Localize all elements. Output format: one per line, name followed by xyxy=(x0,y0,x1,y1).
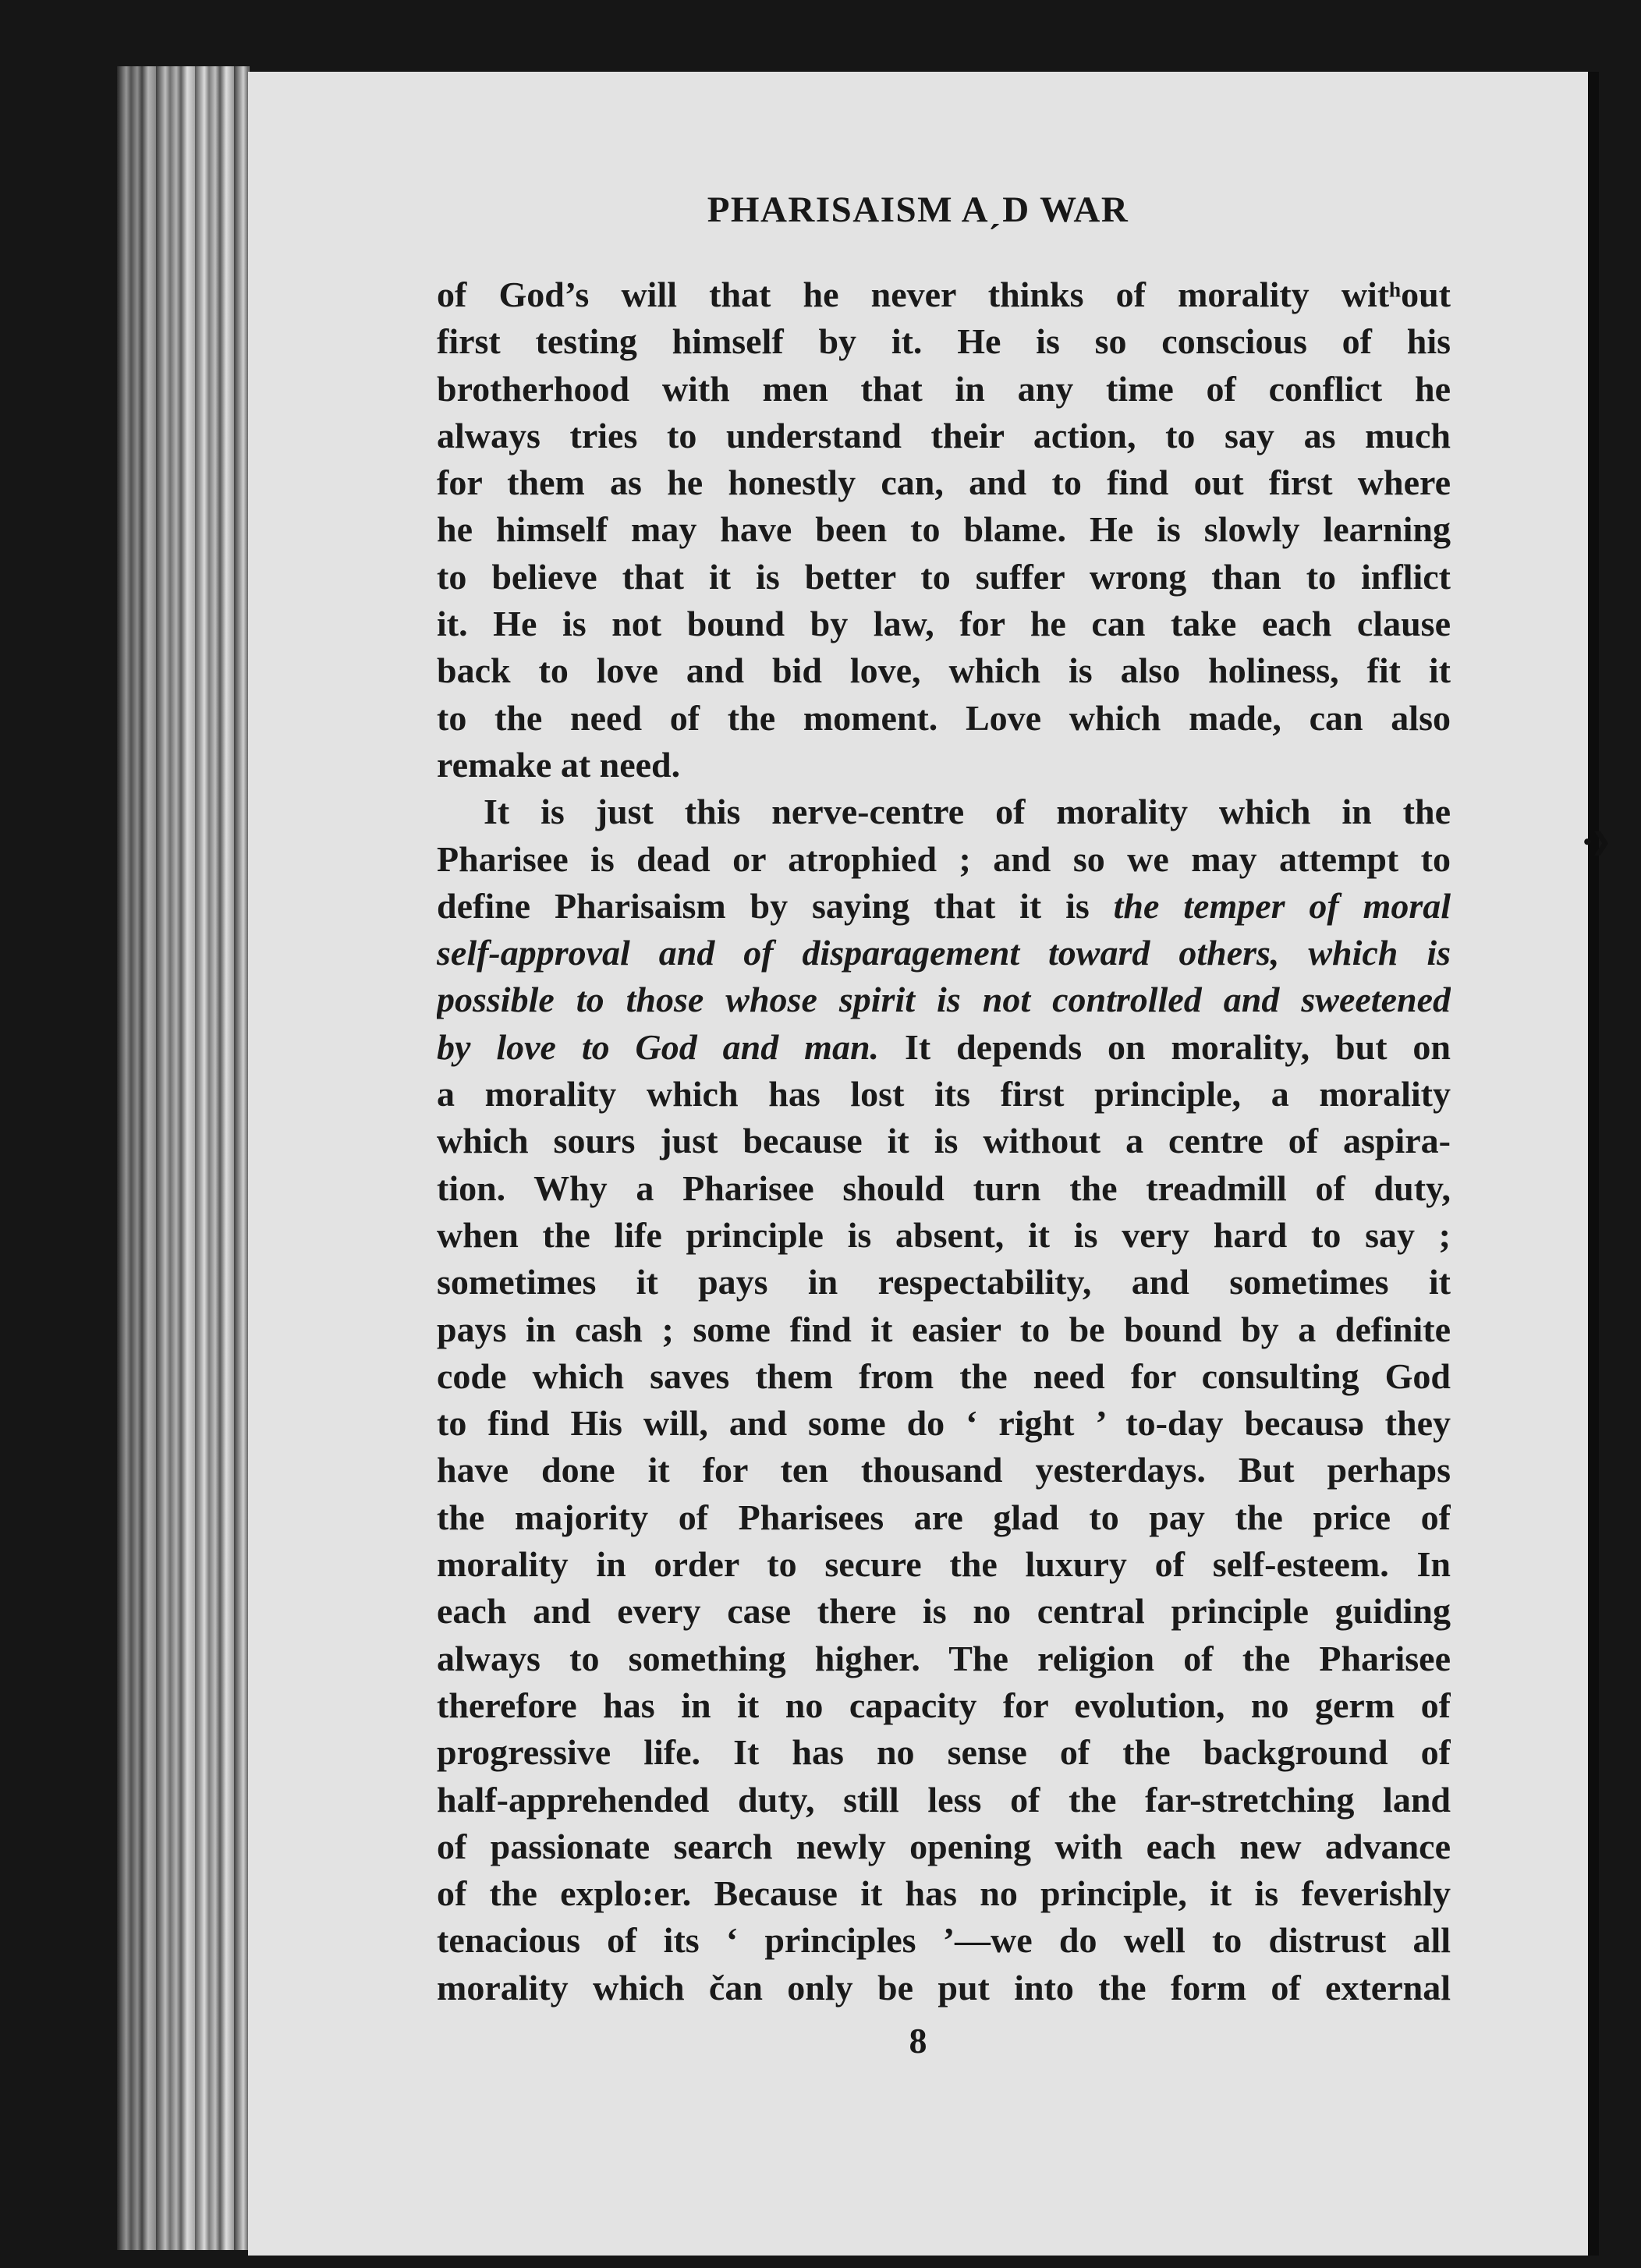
text-line: brotherhood with men that in any time of conflict he xyxy=(437,368,1451,409)
page-right-edge xyxy=(1588,72,1599,2256)
text-line: a morality which has lost its first principle, a morality xyxy=(437,1074,1451,1115)
italic-definition: by love to God and man. xyxy=(437,1026,880,1067)
text-line: always tries to understand their action, to say as much xyxy=(437,415,1451,455)
text-line: to believe that it is better to suffer wrong than to inflict xyxy=(437,556,1451,597)
paragraph-first-line: It is just this nerve-centre of morality which in the xyxy=(484,792,1451,832)
text-line: first testing himself by it. He is so conscious of his xyxy=(437,321,1451,362)
binding-shadow xyxy=(117,66,250,2250)
edge-mark: •❯ xyxy=(1583,829,1611,855)
text-line: Pharisee is dead or atrophied ; and so we may attempt to xyxy=(437,838,1451,879)
text-line: half-apprehended duty, still less of the far-stretching land xyxy=(437,1779,1451,1820)
text-line: have done it for ten thousand yesterdays. But perhaps xyxy=(437,1450,1451,1490)
text-line: tion. Why a Pharisee should turn the treadmill of duty, xyxy=(437,1168,1451,1208)
running-head: PHARISAISM AˏD WAR xyxy=(707,190,1129,230)
italic-definition: self-approval and of disparagement toward others, which is xyxy=(437,933,1451,973)
page-number: 8 xyxy=(909,2021,927,2061)
text-line: code which saves them from the need for consulting God xyxy=(437,1355,1451,1396)
text-line xyxy=(437,976,1451,1023)
text-line: always to something higher. The religion of the Pharisee xyxy=(437,1638,1451,1678)
text-line: morality which čan only be put into the form of external xyxy=(437,1967,1451,2008)
text-line: he himself may have been to blame. He is slowly learning xyxy=(437,509,1451,550)
text-line: of passionate search newly opening with each new advance xyxy=(437,1826,1451,1866)
text-line: progressive life. It has no sense of the background of xyxy=(437,1732,1451,1773)
text-line: of the explo:er. Because it has no principle, it is feverishly xyxy=(437,1873,1451,1914)
body-text xyxy=(437,271,1451,2011)
text-line: the majority of Pharisees are glad to pay the price of xyxy=(437,1497,1451,1537)
text-line: to find His will, and some do ‘ right ’ to-day becausə they xyxy=(437,1403,1451,1444)
text-line: to the need of the moment. Love which made, can also xyxy=(437,697,1451,738)
text-line xyxy=(437,930,1451,976)
italic-definition: the temper of moral xyxy=(1113,885,1451,926)
text-line: each and every case there is no central principle guiding xyxy=(437,1591,1451,1632)
text-line: therefore has in it no capacity for evolution, no germ of xyxy=(437,1685,1451,1725)
text-line: by love to God and man. It depends on morality, but on xyxy=(437,1026,1451,1067)
text-line: back to love and bid love, which is also holiness, fit it xyxy=(437,650,1451,691)
text-line: which sours just because it is without a centre of aspira- xyxy=(437,1121,1451,1161)
text-line: define Pharisaism by saying that it is the temper of moral xyxy=(437,885,1451,926)
text-line: it. He is not bound by law, for he can take each clause xyxy=(437,604,1451,644)
italic-definition: possible to those whose spirit is not controlled and sweetened xyxy=(437,980,1451,1020)
text-line: for them as he honestly can, and to find out first where xyxy=(437,462,1451,503)
text-line: tenacious of its ‘ principles ’—we do well to distrust all xyxy=(437,1920,1451,1961)
text-line: morality in order to secure the luxury of self-esteem. In xyxy=(437,1544,1451,1585)
text-line: remake at need. xyxy=(437,744,681,785)
text-line: of God’s will that he never thinks of morality witʰout xyxy=(437,275,1451,314)
text-line: when the life principle is absent, it is very hard to say ; xyxy=(437,1214,1451,1255)
text-line: sometimes it pays in respectability, and sometimes it xyxy=(437,1262,1451,1302)
text-line: pays in cash ; some find it easier to be bound by a definite xyxy=(437,1309,1451,1349)
